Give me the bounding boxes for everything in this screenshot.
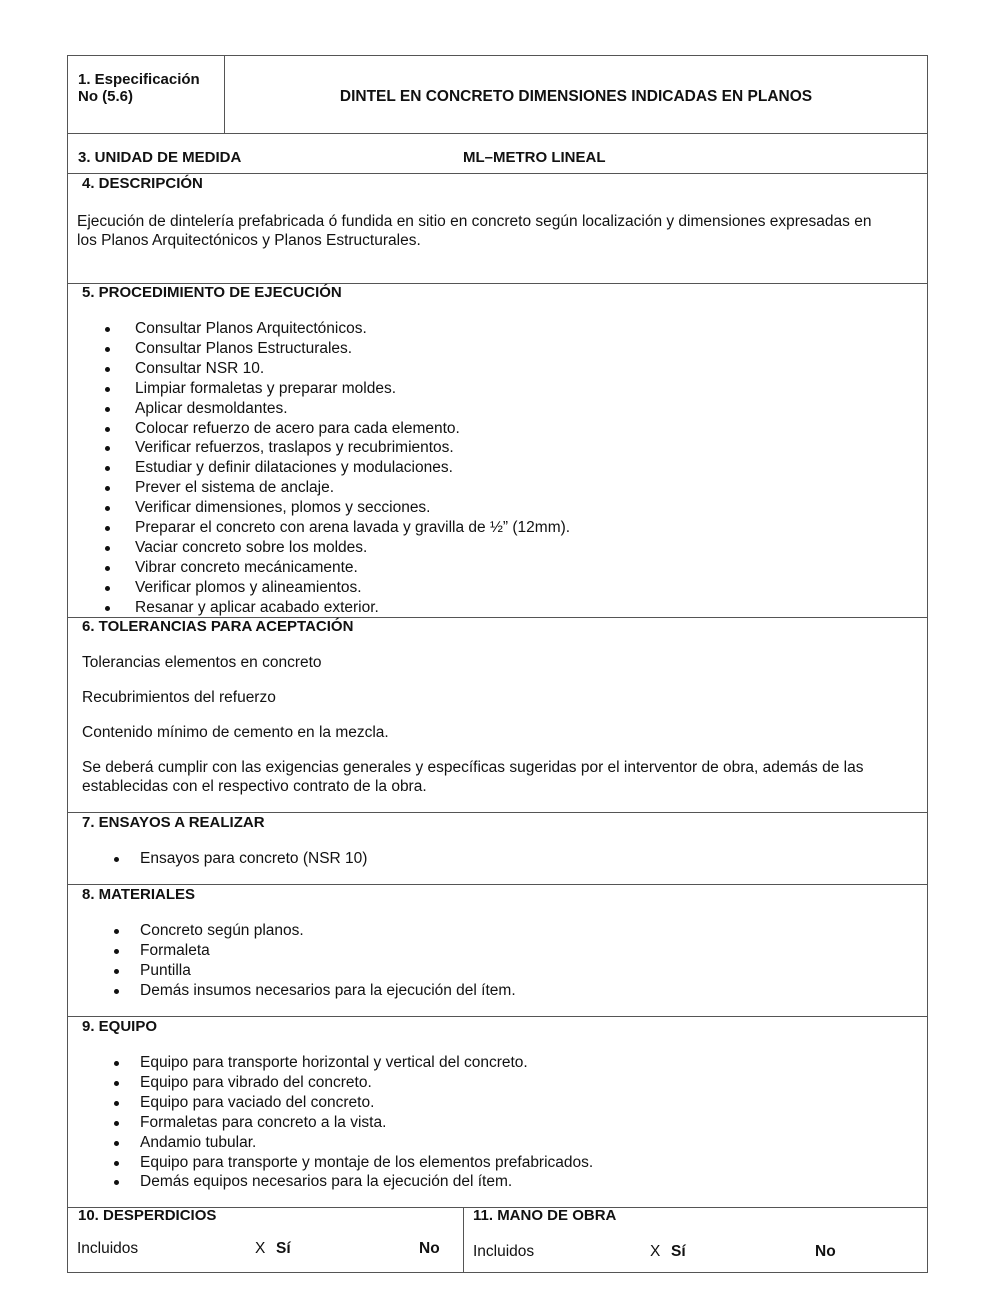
list-item: Consultar NSR 10.: [105, 359, 570, 379]
list-item: Formaleta: [114, 941, 516, 961]
list-item: Colocar refuerzo de acero para cada elemento.: [105, 419, 570, 439]
section-heading-materiales: 8. MATERIALES: [82, 886, 196, 903]
row-divider: [68, 133, 927, 134]
bullet-icon: [105, 407, 110, 412]
list-item: Equipo para transporte y montaje de los elementos prefabricados.: [114, 1153, 593, 1173]
tolerance-line: establecidas con el respectivo contrato de la obra.: [82, 778, 427, 795]
list-item: Ensayos para concreto (NSR 10): [114, 849, 367, 869]
section-heading-mano-obra: 11. MANO DE OBRA: [473, 1207, 617, 1224]
list-item: Prever el sistema de anclaje.: [105, 478, 570, 498]
labor-included-label: Incluidos: [473, 1243, 535, 1260]
bullet-icon: [105, 446, 110, 451]
bullet-icon: [105, 347, 110, 352]
bullet-icon: [105, 606, 110, 611]
row-divider: [68, 884, 927, 885]
spec-number-line2: No (5.6): [78, 88, 134, 105]
unit-value: ML–METRO LINEAL: [463, 149, 606, 166]
labor-no-option: No: [815, 1243, 836, 1260]
list-item: Equipo para vaciado del concreto.: [114, 1093, 593, 1113]
bullet-icon: [105, 367, 110, 372]
bullet-icon: [105, 526, 110, 531]
row-divider: [68, 1016, 927, 1017]
tolerance-paragraph: Tolerancias elementos en concreto: [82, 654, 322, 671]
bullet-icon: [105, 427, 110, 432]
list-item: Consultar Planos Arquitectónicos.: [105, 319, 570, 339]
list-item: Resanar y aplicar acabado exterior.: [105, 598, 570, 618]
bullet-icon: [105, 387, 110, 392]
list-item: Preparar el concreto con arena lavada y gravilla de ½” (12mm).: [105, 518, 570, 538]
list-item: Puntilla: [114, 961, 516, 981]
waste-yes-option: Sí: [276, 1240, 291, 1257]
description-text: [77, 212, 871, 250]
waste-check-mark: X: [255, 1240, 266, 1257]
list-item: Equipo para vibrado del concreto.: [114, 1073, 593, 1093]
list-item: Equipo para transporte horizontal y vertical del concreto.: [114, 1053, 593, 1073]
spec-number-label: [78, 71, 200, 105]
row-divider: [68, 173, 927, 174]
bullet-icon: [114, 1061, 119, 1066]
unit-label: 3. UNIDAD DE MEDIDA: [78, 149, 242, 166]
labor-check-mark: X: [650, 1243, 661, 1260]
labor-yes-option: Sí: [671, 1243, 686, 1260]
procedure-list: [105, 319, 570, 618]
list-item: Verificar refuerzos, traslapos y recubrimientos.: [105, 438, 570, 458]
list-item: Estudiar y definir dilataciones y modulaciones.: [105, 458, 570, 478]
column-divider: [463, 1207, 464, 1273]
bullet-icon: [105, 586, 110, 591]
bullet-icon: [114, 1081, 119, 1086]
tolerance-line: Se deberá cumplir con las exigencias generales y específicas sugeridas por el interventor de obra, además de las: [82, 759, 864, 776]
bullet-icon: [114, 989, 119, 994]
list-item: Formaletas para concreto a la vista.: [114, 1113, 593, 1133]
list-item: Consultar Planos Estructurales.: [105, 339, 570, 359]
bullet-icon: [105, 506, 110, 511]
tests-list: [114, 849, 367, 869]
bullet-icon: [114, 857, 119, 862]
materials-list: [114, 921, 516, 1001]
section-heading-descripcion: 4. DESCRIPCIÓN: [82, 175, 203, 192]
section-heading-ensayos: 7. ENSAYOS A REALIZAR: [82, 814, 265, 831]
waste-included-label: Incluidos: [77, 1240, 139, 1257]
section-heading-equipo: 9. EQUIPO: [82, 1018, 158, 1035]
bullet-icon: [114, 1180, 119, 1185]
spec-title: DINTEL EN CONCRETO DIMENSIONES INDICADAS EN PLANOS: [339, 88, 813, 105]
bullet-icon: [105, 466, 110, 471]
waste-no-option: No: [419, 1240, 440, 1257]
list-item: Andamio tubular.: [114, 1133, 593, 1153]
list-item: Limpiar formaletas y preparar moldes.: [105, 379, 570, 399]
list-item: Concreto según planos.: [114, 921, 516, 941]
bullet-icon: [114, 1121, 119, 1126]
list-item: Demás equipos necesarios para la ejecución del ítem.: [114, 1172, 593, 1192]
row-divider: [68, 812, 927, 813]
tolerance-paragraph: Recubrimientos del refuerzo: [82, 689, 276, 706]
bullet-icon: [114, 1161, 119, 1166]
equipment-list: [114, 1053, 593, 1192]
bullet-icon: [105, 486, 110, 491]
list-item: Verificar plomos y alineamientos.: [105, 578, 570, 598]
list-item: Vibrar concreto mecánicamente.: [105, 558, 570, 578]
bullet-icon: [105, 566, 110, 571]
bullet-icon: [114, 1141, 119, 1146]
tolerance-paragraph: [82, 758, 863, 796]
list-item: Aplicar desmoldantes.: [105, 399, 570, 419]
section-heading-procedimiento: 5. PROCEDIMIENTO DE EJECUCIÓN: [82, 284, 342, 301]
bullet-icon: [105, 546, 110, 551]
list-item: Verificar dimensiones, plomos y secciones.: [105, 498, 570, 518]
section-heading-tolerancias: 6. TOLERANCIAS PARA ACEPTACIÓN: [82, 618, 354, 635]
list-item: Demás insumos necesarios para la ejecución del ítem.: [114, 981, 516, 1001]
description-line: Ejecución de dintelería prefabricada ó fundida en sitio en concreto según localización y dimensiones expresadas en: [77, 213, 872, 230]
list-item: Vaciar concreto sobre los moldes.: [105, 538, 570, 558]
bullet-icon: [105, 327, 110, 332]
description-line: los Planos Arquitectónicos y Planos Estructurales.: [77, 232, 421, 249]
bullet-icon: [114, 969, 119, 974]
bullet-icon: [114, 929, 119, 934]
section-heading-desperdicios: 10. DESPERDICIOS: [78, 1207, 217, 1224]
spec-number-line1: 1. Especificación: [78, 71, 200, 88]
bullet-icon: [114, 949, 119, 954]
bullet-icon: [114, 1101, 119, 1106]
tolerance-paragraph: Contenido mínimo de cemento en la mezcla.: [82, 724, 389, 741]
